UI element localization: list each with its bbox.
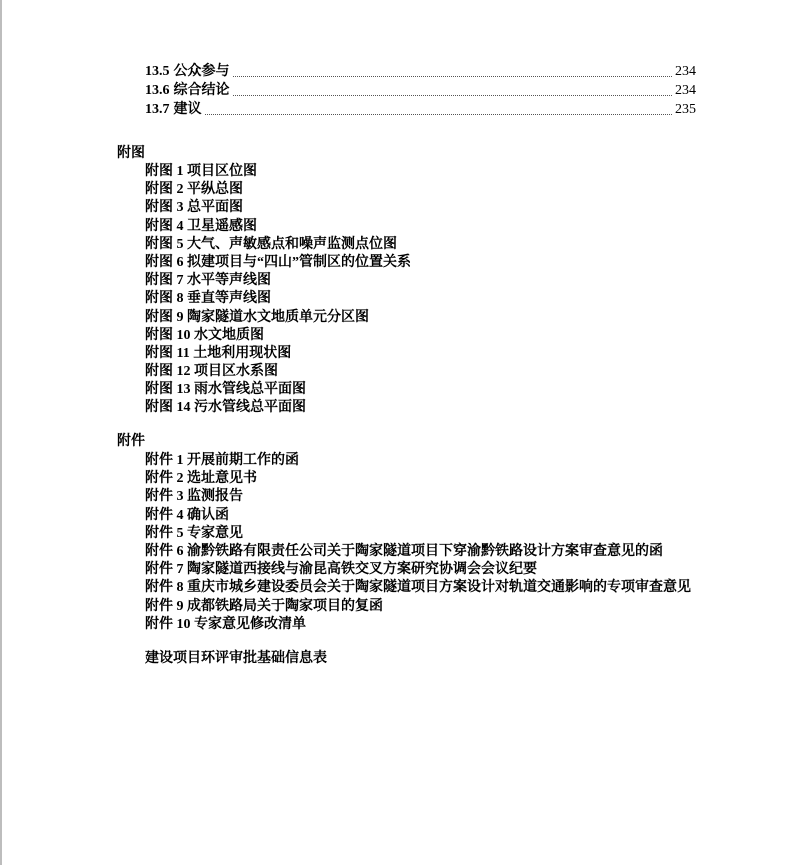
toc-entry-page: 234 xyxy=(675,83,696,98)
toc-entry-page: 235 xyxy=(675,102,696,117)
toc-entry-title: 建议 xyxy=(173,102,202,117)
figure-item[interactable]: 附图 8 垂直等声线图 xyxy=(145,291,271,307)
figure-item[interactable]: 附图 11 土地利用现状图 xyxy=(145,345,292,361)
attachment-item[interactable]: 附件 7 陶家隧道西接线与渝昆高铁交叉方案研究协调会会议纪要 xyxy=(145,562,537,578)
toc-entry-title: 综合结论 xyxy=(173,83,230,98)
toc-dot-leader xyxy=(205,113,673,115)
attachment-item[interactable]: 附件 1 开展前期工作的函 xyxy=(145,453,299,468)
figure-item[interactable]: 附图 5 大气、声敏感点和噪声监测点位图 xyxy=(145,236,397,252)
figure-item[interactable]: 附图 14 污水管线总平面图 xyxy=(145,400,306,416)
attachment-item[interactable]: 附件 10 专家意见修改清单 xyxy=(145,616,306,632)
figure-item[interactable]: 附图 9 陶家隧道水文地质单元分区图 xyxy=(145,309,369,325)
attachment-item[interactable]: 附件 4 确认函 xyxy=(145,507,229,523)
page-left-edge xyxy=(0,0,2,865)
attachments-heading: 附件 xyxy=(117,434,145,449)
attachments-list xyxy=(145,452,691,634)
attachment-item[interactable]: 附件 3 监测报告 xyxy=(145,489,243,505)
figure-item[interactable]: 附图 7 水平等声线图 xyxy=(145,273,271,289)
toc-entry[interactable] xyxy=(145,82,696,100)
info-table-title[interactable]: 建设项目环评审批基础信息表 xyxy=(145,651,327,666)
figure-item[interactable]: 附图 2 平纵总图 xyxy=(145,182,243,198)
attachment-item[interactable]: 附件 5 专家意见 xyxy=(145,525,243,541)
attachment-item[interactable]: 附件 9 成都铁路局关于陶家项目的复函 xyxy=(145,598,383,614)
toc-entry-title: 公众参与 xyxy=(173,64,230,79)
figure-item[interactable]: 附图 6 拟建项目与“四山”管制区的位置关系 xyxy=(145,254,411,270)
attachment-item[interactable]: 附件 6 渝黔铁路有限责任公司关于陶家隧道项目下穿渝黔铁路设计方案审查意见的函 xyxy=(145,543,663,559)
figures-heading: 附图 xyxy=(117,146,145,161)
toc-entry-page: 234 xyxy=(675,64,696,79)
toc-entry[interactable] xyxy=(145,101,696,119)
toc-dot-leader xyxy=(233,94,673,96)
toc-dot-leader xyxy=(233,75,673,77)
figure-item[interactable]: 附图 1 项目区位图 xyxy=(145,164,257,179)
toc-entry-number: 13.5 xyxy=(145,64,170,79)
toc-entry[interactable] xyxy=(145,63,696,81)
toc-entry-number: 13.6 xyxy=(145,83,170,98)
figures-list xyxy=(145,163,411,418)
attachment-item[interactable]: 附件 2 选址意见书 xyxy=(145,471,257,487)
figure-item[interactable]: 附图 3 总平面图 xyxy=(145,200,243,216)
toc-entry-number: 13.7 xyxy=(145,102,170,117)
figure-item[interactable]: 附图 12 项目区水系图 xyxy=(145,364,278,380)
figure-item[interactable]: 附图 13 雨水管线总平面图 xyxy=(145,382,306,398)
figure-item[interactable]: 附图 10 水文地质图 xyxy=(145,327,264,343)
figure-item[interactable]: 附图 4 卫星遥感图 xyxy=(145,218,257,234)
attachment-item[interactable]: 附件 8 重庆市城乡建设委员会关于陶家隧道项目方案设计对轨道交通影响的专项审查意见 xyxy=(145,580,691,596)
